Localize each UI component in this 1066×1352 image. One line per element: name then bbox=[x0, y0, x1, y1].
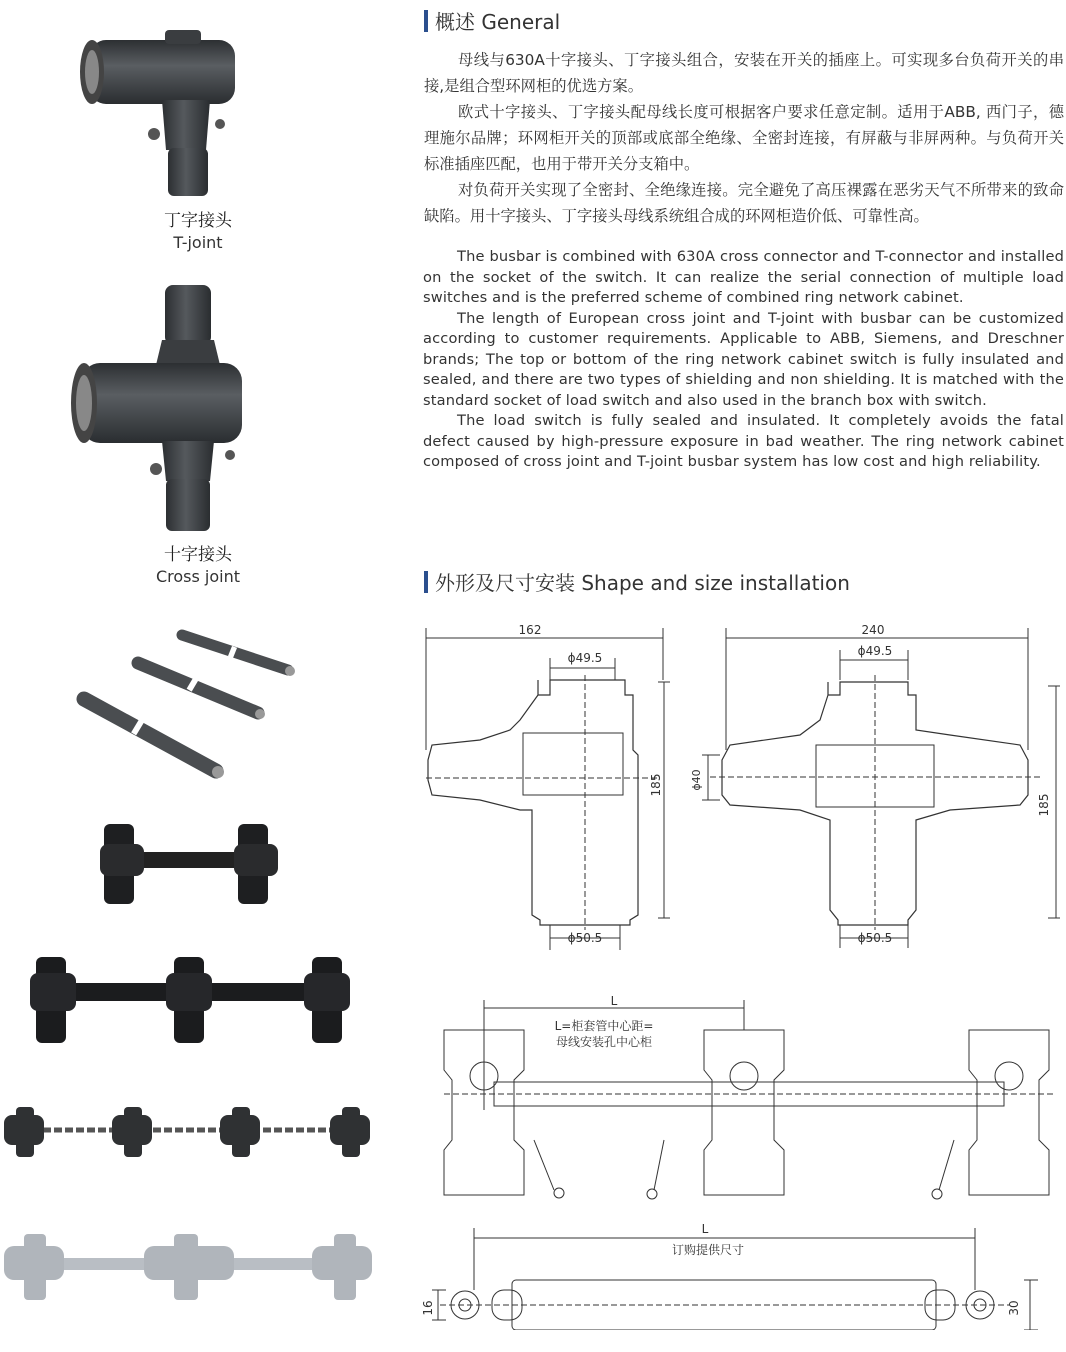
assembly-length-label: L bbox=[610, 994, 618, 1008]
cn-paragraph-1: 母线与630A十字接头、丁字接头组合，安装在开关的插座上。可实现多台负荷开关的串接,是组合型环网柜的优选方案。 bbox=[424, 51, 1064, 95]
x-width-label: 240 bbox=[861, 623, 885, 637]
two-way-assembly-photo bbox=[100, 822, 280, 908]
three-way-assembly-photo bbox=[30, 955, 350, 1047]
t-joint-photo bbox=[70, 30, 260, 200]
t-height-label: 185 bbox=[649, 773, 663, 797]
t-joint-caption-en: T-joint bbox=[173, 233, 223, 252]
general-heading bbox=[424, 6, 560, 35]
en-paragraph-3: The load switch is fully sealed and insulated. It completely avoids the fatal defect caused by high-pressure exposure in bad weather. The ring network cabinet composed of cross joint and T-joint busbar system has low cost and high reliability. bbox=[423, 412, 1064, 470]
heading-accent-bar bbox=[424, 10, 428, 32]
busbar-length-label: L bbox=[701, 1222, 709, 1236]
cross-joint-drawing bbox=[690, 620, 1060, 950]
cn-paragraph-3: 对负荷开关实现了全密封、全绝缘连接。完全避免了高压裸露在恶劣天气不所带来的致命缺陷。用十字接头、丁字接头母线系统组合成的环网柜造价低、可靠性高。 bbox=[424, 181, 1064, 225]
x-bottom-dia-label: ϕ50.5 bbox=[857, 931, 893, 945]
t-joint-caption-cn: 丁字接头 bbox=[164, 211, 232, 231]
busbar-rods-photo bbox=[70, 625, 300, 785]
cross-joint-caption-cn: 十字接头 bbox=[164, 545, 232, 565]
four-way-dark-assembly-photo bbox=[2, 1105, 374, 1160]
x-side-dia-label: ϕ40 bbox=[690, 769, 703, 791]
en-paragraph-1: The busbar is combined with 630A cross connector and T-connector and installed on the socket of the switch. It can realize the serial connection of multiple load switches and is the preferred scheme of combined ring network cabinet. bbox=[423, 248, 1064, 306]
busbar-rod-drawing bbox=[420, 1220, 1060, 1330]
t-bottom-dia-label: ϕ50.5 bbox=[567, 931, 603, 945]
busbar-dim-left: 16 bbox=[421, 1300, 435, 1316]
grey-assembly-photo bbox=[2, 1232, 374, 1302]
busbar-dim-right: 30 bbox=[1007, 1300, 1021, 1316]
general-en-text bbox=[423, 247, 1064, 473]
cn-paragraph-2: 欧式十字接头、丁字接头配母线长度可根据客户要求任意定制。适用于ABB, 西门子，德理施尔品牌；环网柜开关的顶部或底部全绝缘、全密封连接，有屏蔽与非屏两种。与负荷开关标准插座匹配，也用于带开关分支箱中。 bbox=[424, 103, 1064, 173]
busbar-assembly-drawing bbox=[434, 990, 1064, 1205]
cross-joint-caption-en: Cross joint bbox=[155, 567, 241, 586]
shape-heading bbox=[424, 567, 850, 596]
general-heading-text: 概述 General bbox=[435, 10, 561, 34]
assembly-note-line1: L=柜套管中心距= bbox=[554, 1019, 654, 1033]
shape-heading-text: 外形及尺寸安装 Shape and size installation bbox=[435, 571, 850, 595]
x-height-label: 185 bbox=[1037, 793, 1051, 817]
busbar-note: 订购提供尺寸 bbox=[671, 1243, 745, 1257]
general-cn-text bbox=[424, 47, 1064, 229]
heading-accent-bar bbox=[424, 571, 428, 593]
t-width-label: 162 bbox=[518, 623, 542, 637]
x-top-dia-label: ϕ49.5 bbox=[857, 644, 893, 658]
en-paragraph-2: The length of European cross joint and T-joint with busbar can be customized according to customer requirements. Applicable to ABB, Siemens, and Dreschner brands; The top or bottom of the ring network cabinet switch is fully insulated and sealed, and there are two types of shielding and non shielding. It is matched with the standard socket of load switch and also used in the branch box with switch. bbox=[423, 309, 1064, 409]
assembly-note-line2: 母线安装孔中心柜 bbox=[555, 1035, 653, 1049]
cross-joint-photo bbox=[70, 285, 260, 535]
t-top-dia-label: ϕ49.5 bbox=[567, 651, 603, 665]
t-joint-drawing bbox=[420, 620, 680, 950]
